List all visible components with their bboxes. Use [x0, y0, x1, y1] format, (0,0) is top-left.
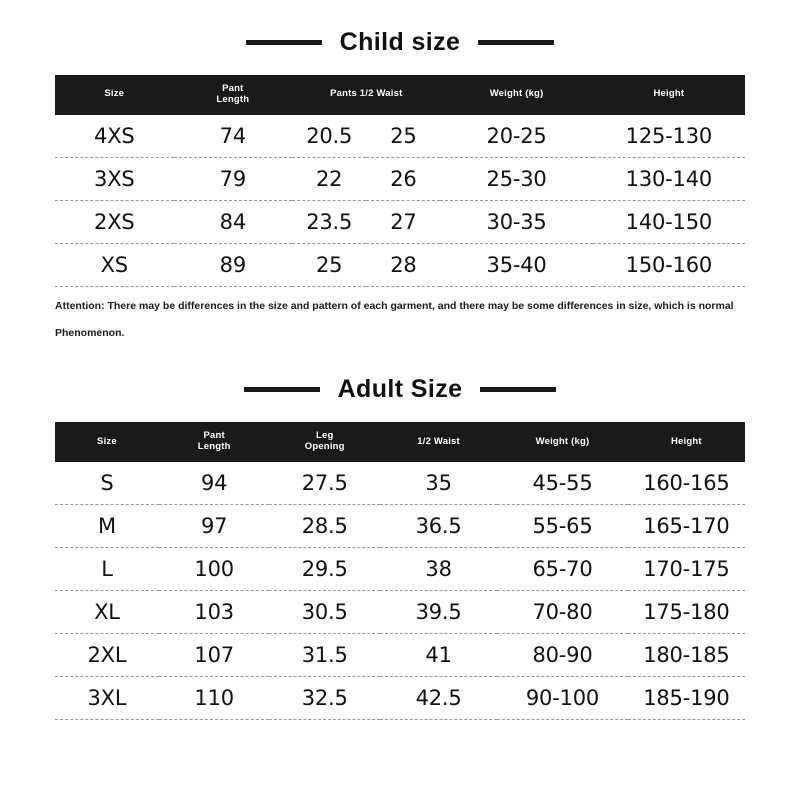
table-row	[55, 157, 745, 200]
cell-height: 185-190	[628, 677, 745, 720]
cell-size: S	[55, 462, 159, 505]
cell-pant-length: 79	[174, 157, 293, 200]
table-row	[55, 548, 745, 591]
cell-size: 2XS	[55, 200, 174, 243]
title-rule-right	[478, 40, 554, 45]
cell-weight: 90-100	[497, 677, 628, 720]
cell-weight: 80-90	[497, 634, 628, 677]
cell-size: 3XL	[55, 677, 159, 720]
adult-col-size: Size	[55, 422, 159, 462]
child-size-section	[0, 0, 800, 341]
adult-size-title-text: Adult Size	[337, 375, 463, 404]
cell-waist-b: 25	[366, 115, 440, 158]
child-size-title	[0, 28, 800, 57]
cell-leg-opening: 31.5	[269, 634, 380, 677]
adult-table-body	[55, 462, 745, 720]
cell-size: XL	[55, 591, 159, 634]
adult-col-pant-length	[159, 422, 270, 462]
cell-leg-opening: 29.5	[269, 548, 380, 591]
cell-weight: 55-65	[497, 505, 628, 548]
table-row	[55, 200, 745, 243]
cell-waist-a: 23.5	[292, 200, 366, 243]
child-col-weight: Weight (kg)	[440, 75, 592, 115]
adult-header-row	[55, 422, 745, 462]
table-row	[55, 677, 745, 720]
adult-size-table	[55, 422, 745, 720]
cell-half-waist: 35	[380, 462, 497, 505]
attention-note	[55, 299, 745, 341]
cell-weight: 45-55	[497, 462, 628, 505]
cell-height: 170-175	[628, 548, 745, 591]
adult-size-section	[0, 341, 800, 720]
cell-height: 140-150	[593, 200, 745, 243]
child-table-body	[55, 115, 745, 287]
cell-waist-b: 27	[366, 200, 440, 243]
cell-size: 3XS	[55, 157, 174, 200]
child-size-title-text: Child size	[339, 28, 461, 56]
cell-pant-length: 74	[174, 115, 293, 158]
cell-height: 125-130	[593, 115, 745, 158]
title-rule-right	[480, 387, 556, 392]
cell-pant-length: 107	[159, 634, 270, 677]
cell-pant-length: 84	[174, 200, 293, 243]
cell-weight: 20-25	[440, 115, 592, 158]
cell-height: 180-185	[628, 634, 745, 677]
cell-half-waist: 36.5	[380, 505, 497, 548]
child-col-size: Size	[55, 75, 174, 115]
attention-note-line1: Attention: There may be differences in the size and pattern of each garment, and there may be some differences in size, which is normal	[55, 299, 734, 312]
cell-height: 150-160	[593, 243, 745, 286]
title-rule-left	[244, 387, 320, 392]
child-table-head	[55, 75, 745, 115]
cell-pant-length: 94	[159, 462, 270, 505]
table-row	[55, 505, 745, 548]
cell-size: 4XS	[55, 115, 174, 158]
cell-height: 160-165	[628, 462, 745, 505]
adult-col-pant-length-line1: Pant	[203, 430, 225, 442]
cell-leg-opening: 28.5	[269, 505, 380, 548]
cell-weight: 65-70	[497, 548, 628, 591]
title-rule-left	[246, 40, 322, 45]
cell-pant-length: 110	[159, 677, 270, 720]
child-col-pant-length	[174, 75, 293, 115]
child-col-pant-length-line2: Length	[216, 93, 250, 105]
adult-col-weight: Weight (kg)	[497, 422, 628, 462]
cell-weight: 25-30	[440, 157, 592, 200]
cell-leg-opening: 27.5	[269, 462, 380, 505]
cell-pant-length: 97	[159, 505, 270, 548]
cell-size: M	[55, 505, 159, 548]
adult-col-leg-opening-line2: Opening	[304, 441, 345, 453]
cell-size: 2XL	[55, 634, 159, 677]
cell-size: XS	[55, 243, 174, 286]
child-table-wrapper	[0, 75, 800, 287]
cell-pant-length: 89	[174, 243, 293, 286]
cell-leg-opening: 30.5	[269, 591, 380, 634]
table-row	[55, 591, 745, 634]
cell-leg-opening: 32.5	[269, 677, 380, 720]
attention-note-line2: Phenomenon.	[55, 327, 125, 340]
cell-waist-a: 22	[292, 157, 366, 200]
child-col-pants-half-waist: Pants 1/2 Waist	[292, 75, 440, 115]
cell-height: 175-180	[628, 591, 745, 634]
adult-col-pant-length-line2: Length	[197, 441, 231, 453]
cell-weight: 30-35	[440, 200, 592, 243]
child-header-row	[55, 75, 745, 115]
cell-waist-a: 20.5	[292, 115, 366, 158]
adult-table-wrapper	[0, 422, 800, 720]
child-col-height: Height	[593, 75, 745, 115]
table-row	[55, 634, 745, 677]
cell-half-waist: 42.5	[380, 677, 497, 720]
table-row	[55, 115, 745, 158]
cell-height: 130-140	[593, 157, 745, 200]
table-row	[55, 462, 745, 505]
cell-pant-length: 100	[159, 548, 270, 591]
cell-weight: 70-80	[497, 591, 628, 634]
adult-col-half-waist: 1/2 Waist	[380, 422, 497, 462]
adult-col-leg-opening	[269, 422, 380, 462]
cell-waist-a: 25	[292, 243, 366, 286]
cell-size: L	[55, 548, 159, 591]
child-col-pant-length-line1: Pant	[222, 83, 244, 94]
cell-pant-length: 103	[159, 591, 270, 634]
child-size-table	[55, 75, 745, 287]
table-row	[55, 243, 745, 286]
cell-height: 165-170	[628, 505, 745, 548]
adult-table-head	[55, 422, 745, 462]
cell-waist-b: 26	[366, 157, 440, 200]
adult-col-leg-opening-line1: Leg	[315, 430, 334, 442]
cell-half-waist: 41	[380, 634, 497, 677]
cell-half-waist: 38	[380, 548, 497, 591]
adult-col-height: Height	[628, 422, 745, 462]
cell-waist-b: 28	[366, 243, 440, 286]
cell-weight: 35-40	[440, 243, 592, 286]
adult-size-title	[0, 375, 800, 404]
cell-half-waist: 39.5	[380, 591, 497, 634]
